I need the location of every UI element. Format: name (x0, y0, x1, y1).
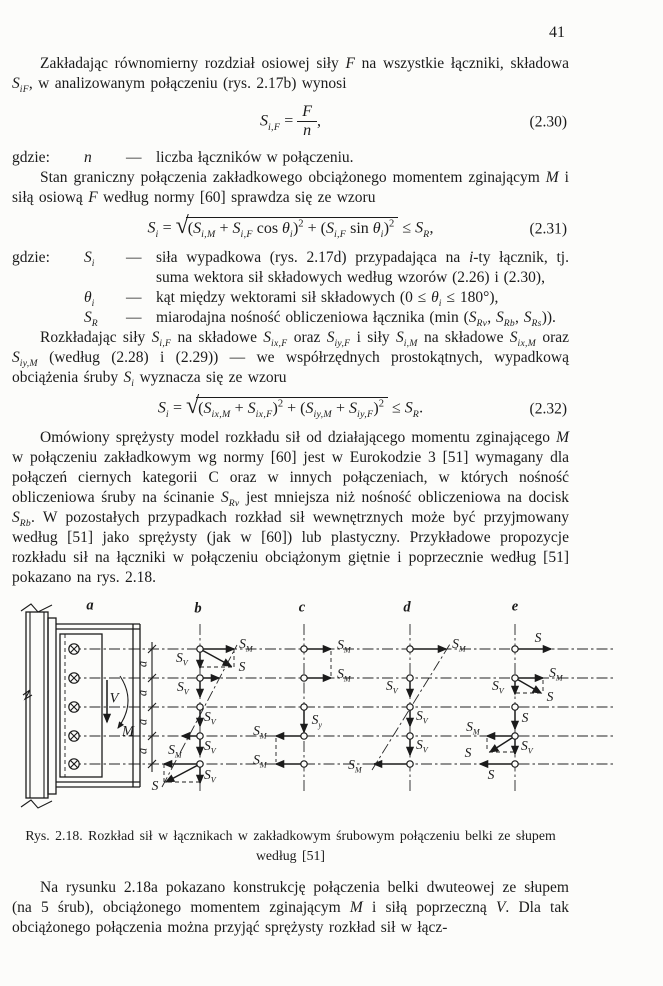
equation-body: $S_{i,F}$ = $\frac{F}{n}$ , (260, 103, 321, 140)
fig-label-s: S (238, 658, 246, 674)
paragraph-3: Rozkładając siły $S_{i,F}$ na składowe $S_{ix,F}$ oraz $S_{iy,F}$ i siły $S_{i,M}$ na składowe $S_{ix,M}$ oraz $S_{iy,M}$ (według (2.28) i (2.29)) — we współrzędnych prostokątnych, wypadkową obciążenia śruby $S_i$ wyznacza się ze wzoru (12, 328, 570, 389)
fig-label-sv: $S_V$ (416, 736, 428, 755)
figure-caption-line-2: według [51] (255, 847, 326, 863)
definition-lead (12, 288, 84, 308)
fig-label-spacing: a (135, 747, 150, 754)
definition-dash: — (126, 308, 142, 326)
bolt-group-a (69, 644, 79, 769)
paragraph-5: Na rysunku 2.18a pokazano konstrukcję połączenia belki dwuteowej ze słupem (na 5 śrub), obciążonego momentem zginającym M i siłą poprzeczną V. Dla tak obciążonego połączenia można przyjąć sprężysty rozkład sił w łącz- (12, 878, 569, 936)
figure-2-18 (12, 598, 626, 824)
fig-label-sm: $S_M$ (337, 665, 351, 684)
fig-label-s: S (521, 709, 529, 725)
fig-label-sm: $S_M$ (253, 751, 267, 770)
fig-label-sv: $S_V$ (204, 737, 216, 756)
fig-label-m: M (121, 723, 135, 740)
equation-number: (2.32) (529, 400, 567, 418)
fig-label-sm: $S_M$ (337, 636, 351, 655)
beam-column-drawing (21, 604, 156, 808)
definition-term: n (84, 148, 92, 166)
moment-arc-arrow (118, 676, 128, 728)
fig-letter-b: b (194, 600, 202, 617)
definition-text: liczba łączników w połączeniu. (156, 148, 354, 166)
fig-label-sv: $S_V$ (386, 677, 398, 696)
fig-label-s: S (546, 688, 554, 704)
definition-lead: gdzie: (12, 148, 50, 166)
fig-label-s: S (464, 744, 472, 760)
fig-label-v: V (109, 690, 119, 707)
definition-row (12, 308, 569, 328)
equation-2-31 (12, 212, 569, 241)
fig-label-s: S (151, 777, 159, 793)
definition-lead (12, 308, 84, 328)
equation-2-30 (12, 103, 569, 141)
definition-term: $\theta_i$ (84, 288, 95, 309)
definition-text: miarodajna nośność obliczeniowa łącznika (min ($S_{Rv}$, $S_{Rb}$, $S_{Rs}$)). (156, 308, 556, 329)
figure-caption (12, 826, 569, 866)
fig-label-sv: $S_V$ (204, 708, 216, 727)
fig-label-spacing: a (135, 718, 150, 725)
definition-text: kąt między wektorami sił składowych $(0 \le \theta_i \le 180^\circ)$, (156, 288, 499, 309)
equation-body: $S_i$ = √ ($S_{i,M} + S_{i,F}$ $\cos \theta_i)^2 + (S_{i,F}$ $\sin \theta_i)^2$ ≤ $S_R$, (147, 212, 434, 240)
fig-label-sy: $S_y$ (311, 711, 323, 730)
figure-caption-line-1: Rys. 2.18. Rozkład sił w łącznikach w zakładkowym śrubowym połączeniu belki ze słupem (25, 827, 556, 843)
paragraph-2: Stan graniczny połączenia zakładkowego obciążonego momentem zginającym M i siłą osiową F według normy [60] sprawdza się ze wzoru (12, 168, 569, 206)
fig-label-sv: $S_V$ (177, 678, 189, 697)
paragraph-1: Zakładając równomierny rozdział osiowej siły F na wszystkie łączniki, składowa $S_{iF}$, w analizowanym połączeniu (rys. 2.17b) wynosi (12, 55, 570, 96)
fig-label-spacing: a (135, 660, 150, 667)
fig-label-sm: $S_M$ (348, 756, 362, 775)
fig-label-sm: $S_M$ (452, 635, 466, 654)
paragraph-4: Omówiony sprężysty model rozkładu sił od działającego momentu zginającego M w połączeniu zakładkowym wg normy [60] jest w Eurokodzie 3 [51] wymagany dla połączeń ciernych kategorii C oraz w innych połączeniach, w których nośność obliczeniowa śruby na ścinanie $S_{Rv}$ jest mniejsza niż nośność obliczeniowa na docisk $S_{Rb}$. W pozostałych przypadkach rozkład sił wewnętrznych może być przyjmowany według [51] jako sprężysty (jak w [60]) lub plastyczny. Przykładowe propozycje rozkładu sił na łączniki w połączeniu obciążonym giętnie i poprzecznie według [51] pokazano na rys. 2.18. (12, 428, 569, 586)
fig-label-sv: $S_V$ (416, 707, 428, 726)
definition-term: $S_R$ (84, 308, 98, 329)
fig-label-sm: $S_M$ (466, 718, 480, 737)
definition-list (12, 248, 569, 328)
fig-label-spacing: a (135, 689, 150, 696)
equation-2-32 (12, 392, 569, 421)
fig-letter-e: e (511, 598, 519, 615)
fig-label-s: S (487, 766, 495, 782)
fig-label-sm: $S_M$ (549, 664, 563, 683)
definition-dash: — (126, 288, 142, 306)
definition-row (12, 288, 569, 308)
fig-letter-c: c (298, 599, 306, 616)
fig-label-sm: $S_M$ (253, 722, 267, 741)
definition-row-n (12, 148, 569, 168)
page-number: 41 (549, 24, 565, 41)
equation-body: $S_i$ = √ $(S_{ix,M} + S_{ix,F})^2 + (S_{iy,M} + S_{iy,F})^2$ ≤ $S_R$. (157, 392, 424, 420)
equation-number: (2.31) (529, 220, 567, 238)
fig-letter-a: a (86, 597, 94, 614)
definition-lead: gdzie: (12, 248, 50, 266)
fig-label-sv: $S_V$ (204, 766, 216, 785)
definition-term: $S_i$ (84, 248, 95, 269)
definition-row (12, 248, 569, 288)
definition-dash: — (126, 248, 142, 266)
equation-number: (2.30) (529, 113, 567, 131)
definition-dash: — (126, 148, 142, 166)
fig-label-sv: $S_V$ (492, 677, 504, 696)
definition-text: siła wypadkowa (rys. 2.17d) przypadająca na i-ty łącznik, tj. suma wektora sił składowych według wzorów (2.26) i (2.30), (156, 248, 569, 286)
fig-letter-d: d (403, 599, 411, 616)
fig-label-s: S (534, 629, 542, 645)
fig-label-sm: $S_M$ (239, 635, 253, 654)
fig-label-sm: $S_M$ (168, 741, 182, 760)
fig-label-sv: $S_V$ (521, 737, 533, 756)
fig-label-sv: $S_V$ (176, 649, 188, 668)
